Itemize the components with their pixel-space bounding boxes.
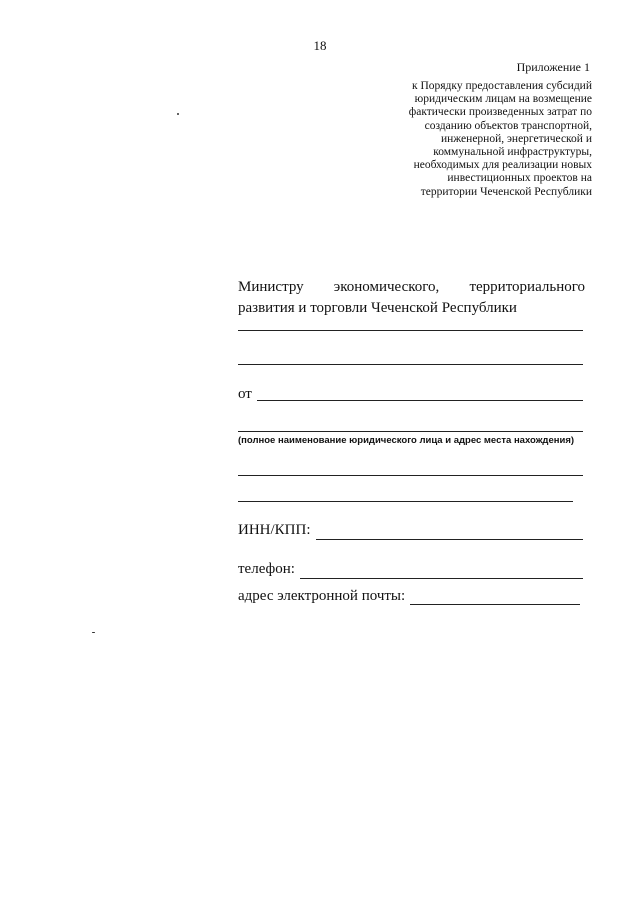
phone-label: телефон: <box>238 561 295 577</box>
email-field-line[interactable] <box>410 604 580 605</box>
appendix-title: Приложение 1 <box>516 60 590 74</box>
appendix-line: инженерной, энергетической и <box>440 132 592 145</box>
appendix-line: инвестиционных проектов на <box>447 172 592 185</box>
appendix-description <box>362 80 592 199</box>
appendix-line: к Порядку предоставления субсидий <box>412 80 592 92</box>
blank-line-4[interactable] <box>238 501 573 502</box>
from-field-line[interactable] <box>257 400 583 401</box>
scan-speck <box>92 632 95 633</box>
appendix-line: фактически произведенных затрат по <box>408 106 592 119</box>
blank-line-1[interactable] <box>238 330 583 331</box>
addressee-block <box>238 277 585 319</box>
appendix-line: юридическим лицам на возмещение <box>414 93 592 106</box>
addressee-word: Министру <box>238 279 304 295</box>
phone-field-line[interactable] <box>300 578 583 579</box>
scan-speck <box>177 113 179 115</box>
addressee-word: экономического, <box>333 279 440 295</box>
appendix-line: территории Чеченской Республики <box>420 185 592 198</box>
blank-line-2[interactable] <box>238 364 583 365</box>
appendix-line: коммунальной инфраструктуры, <box>433 146 592 159</box>
blank-line-3[interactable] <box>238 475 583 476</box>
org-name-hint: (полное наименование юридического лица и адрес места нахождения) <box>238 435 575 446</box>
appendix-line: необходимых для реализации новых <box>413 159 592 172</box>
page-number: 18 <box>313 38 327 53</box>
inn-kpp-field-line[interactable] <box>316 539 583 540</box>
org-name-line[interactable] <box>238 431 583 432</box>
addressee-word: территориального <box>469 279 585 295</box>
inn-kpp-label: ИНН/КПП: <box>238 522 311 538</box>
addressee-line-2: развития и торговли Чеченской Республики <box>238 300 517 316</box>
from-label: от <box>238 386 252 402</box>
addressee-line-1 <box>238 277 585 298</box>
email-label: адрес электронной почты: <box>238 588 406 604</box>
appendix-line: созданию объектов транспортной, <box>424 119 592 132</box>
